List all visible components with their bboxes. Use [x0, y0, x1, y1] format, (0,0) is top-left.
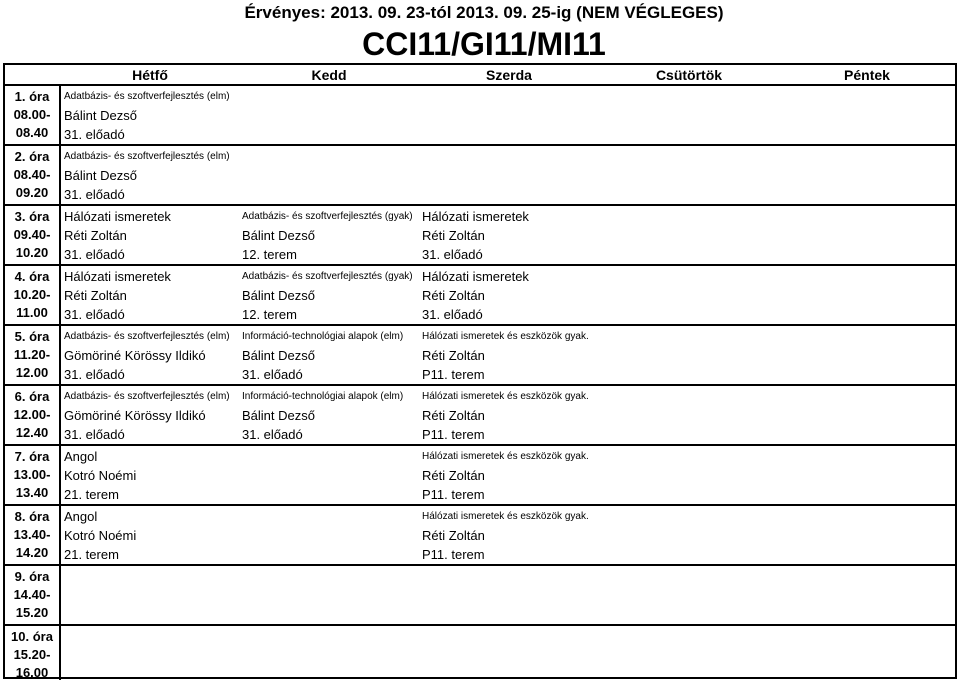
lesson-subject: Információ-technológiai alapok (elm) [242, 391, 404, 402]
lesson-subject: Hálózati ismeretek [422, 209, 529, 224]
period-row [61, 266, 955, 326]
timetable [3, 63, 957, 679]
day-header: Péntek [779, 65, 955, 86]
lesson-room: 31. előadó [422, 307, 483, 322]
period-start: 12.00- [13, 407, 51, 422]
lesson-room: 12. terem [242, 307, 297, 322]
period-num: 7. óra [14, 449, 50, 464]
period-row [61, 626, 955, 680]
lesson-cell [239, 266, 419, 324]
lesson-cell [419, 326, 599, 384]
period-end: 12.40 [15, 425, 49, 440]
lesson-cell [419, 206, 599, 264]
lesson-cell [61, 506, 239, 564]
period-label [5, 266, 61, 326]
lesson-teacher: Gömöriné Körössy Ildikó [64, 348, 206, 363]
period-end: 08.40 [15, 125, 49, 140]
period-start: 11.20- [13, 347, 51, 362]
lesson-room: P11. terem [422, 487, 485, 502]
lesson-teacher: Kotró Noémi [64, 468, 137, 483]
period-num: 1. óra [14, 89, 50, 104]
lesson-subject: Adatbázis- és szoftverfejlesztés (elm) [64, 91, 230, 102]
period-label [5, 506, 61, 566]
period-num: 8. óra [14, 509, 50, 524]
lesson-teacher: Bálint Dezső [242, 288, 315, 303]
lesson-room: 31. előadó [64, 307, 125, 322]
lesson-room: 31. előadó [64, 427, 125, 442]
period-start: 13.40- [13, 527, 51, 542]
period-label [5, 446, 61, 506]
lesson-cell [61, 386, 239, 444]
lesson-subject: Hálózati ismeretek és eszközök gyak. [422, 391, 589, 402]
lesson-subject: Információ-technológiai alapok (elm) [242, 331, 404, 342]
period-end: 11.00 [16, 305, 48, 320]
lesson-teacher: Bálint Dezső [64, 108, 137, 123]
period-row [61, 206, 955, 266]
period-end: 15.20 [15, 605, 49, 620]
period-num: 5. óra [14, 329, 50, 344]
period-start: 08.00- [13, 107, 51, 122]
period-num: 2. óra [14, 149, 50, 164]
period-end: 14.20 [15, 545, 49, 560]
lesson-teacher: Réti Zoltán [422, 348, 485, 363]
lesson-teacher: Réti Zoltán [64, 288, 127, 303]
lesson-subject: Adatbázis- és szoftverfejlesztés (elm) [64, 331, 230, 342]
day-header: Kedd [239, 65, 419, 86]
header-corner [5, 65, 61, 86]
lesson-cell [239, 386, 419, 444]
lesson-subject: Adatbázis- és szoftverfejlesztés (elm) [64, 391, 230, 402]
lesson-subject: Hálózati ismeretek [64, 269, 171, 284]
lesson-subject: Adatbázis- és szoftverfejlesztés (elm) [64, 151, 230, 162]
lesson-subject: Hálózati ismeretek [422, 269, 529, 284]
lesson-teacher: Réti Zoltán [422, 468, 485, 483]
lesson-teacher: Bálint Dezső [242, 228, 315, 243]
lesson-teacher: Bálint Dezső [242, 348, 315, 363]
lesson-teacher: Réti Zoltán [64, 228, 127, 243]
lesson-cell [61, 146, 239, 204]
lesson-room: P11. terem [422, 427, 485, 442]
period-num: 9. óra [14, 569, 50, 584]
lesson-room: 31. előadó [64, 127, 125, 142]
period-end: 13.40 [15, 485, 49, 500]
lesson-room: 31. előadó [242, 367, 303, 382]
lesson-teacher: Kotró Noémi [64, 528, 137, 543]
period-label [5, 326, 61, 386]
validity-period: Érvényes: 2013. 09. 23-tól 2013. 09. 25-ig (NEM VÉGLEGES) [244, 3, 724, 22]
period-num: 4. óra [14, 269, 50, 284]
lesson-cell [239, 326, 419, 384]
lesson-room: 31. előadó [422, 247, 483, 262]
period-label [5, 566, 61, 626]
period-num: 3. óra [14, 209, 50, 224]
lesson-subject: Adatbázis- és szoftverfejlesztés (gyak) [242, 271, 413, 282]
lesson-teacher: Bálint Dezső [242, 408, 315, 423]
lesson-teacher: Réti Zoltán [422, 288, 485, 303]
lesson-teacher: Réti Zoltán [422, 528, 485, 543]
lesson-room: 21. terem [64, 547, 119, 562]
period-row [61, 566, 955, 626]
lesson-cell [419, 386, 599, 444]
lesson-cell [419, 446, 599, 504]
class-title: CCI11/GI11/MI11 [362, 26, 606, 62]
lesson-room: 31. előadó [64, 247, 125, 262]
period-row [61, 326, 955, 386]
lesson-cell [61, 266, 239, 324]
period-row [61, 86, 955, 146]
lesson-room: 31. előadó [64, 367, 125, 382]
lesson-teacher: Réti Zoltán [422, 408, 485, 423]
period-start: 15.20- [13, 647, 51, 662]
period-start: 10.20- [13, 287, 51, 302]
period-row [61, 146, 955, 206]
period-start: 13.00- [13, 467, 51, 482]
lesson-subject: Angol [64, 449, 98, 464]
period-start: 08.40- [13, 167, 51, 182]
lesson-subject: Hálózati ismeretek és eszközök gyak. [422, 511, 589, 522]
period-row [61, 386, 955, 446]
period-label [5, 206, 61, 266]
period-label [5, 146, 61, 206]
day-header: Hétfő [61, 65, 239, 86]
lesson-room: 31. előadó [64, 187, 125, 202]
lesson-cell [239, 206, 419, 264]
lesson-teacher: Réti Zoltán [422, 228, 485, 243]
lesson-room: 21. terem [64, 487, 119, 502]
period-num: 6. óra [14, 389, 50, 404]
period-end: 16.00 [15, 665, 49, 680]
period-end: 09.20 [15, 185, 49, 200]
period-label [5, 386, 61, 446]
period-start: 09.40- [13, 227, 51, 242]
period-label [5, 626, 61, 680]
lesson-teacher: Gömöriné Körössy Ildikó [64, 408, 206, 423]
lesson-subject: Hálózati ismeretek és eszközök gyak. [422, 331, 589, 342]
period-label [5, 86, 61, 146]
lesson-subject: Hálózati ismeretek [64, 209, 171, 224]
lesson-subject: Hálózati ismeretek és eszközök gyak. [422, 451, 589, 462]
lesson-cell [61, 446, 239, 504]
lesson-cell [61, 206, 239, 264]
lesson-cell [61, 86, 239, 144]
period-end: 12.00 [15, 365, 49, 380]
lesson-cell [419, 266, 599, 324]
period-num: 10. óra [11, 629, 53, 644]
period-row [61, 446, 955, 506]
day-header: Csütörtök [599, 65, 779, 86]
lesson-cell [61, 326, 239, 384]
period-row [61, 506, 955, 566]
day-header: Szerda [419, 65, 599, 86]
lesson-subject: Adatbázis- és szoftverfejlesztés (gyak) [242, 211, 413, 222]
lesson-room: P11. terem [422, 367, 485, 382]
lesson-room: 12. terem [242, 247, 297, 262]
lesson-cell [419, 506, 599, 564]
lesson-teacher: Bálint Dezső [64, 168, 137, 183]
period-start: 14.40- [13, 587, 51, 602]
period-end: 10.20 [15, 245, 49, 260]
lesson-room: P11. terem [422, 547, 485, 562]
lesson-room: 31. előadó [242, 427, 303, 442]
lesson-subject: Angol [64, 509, 98, 524]
